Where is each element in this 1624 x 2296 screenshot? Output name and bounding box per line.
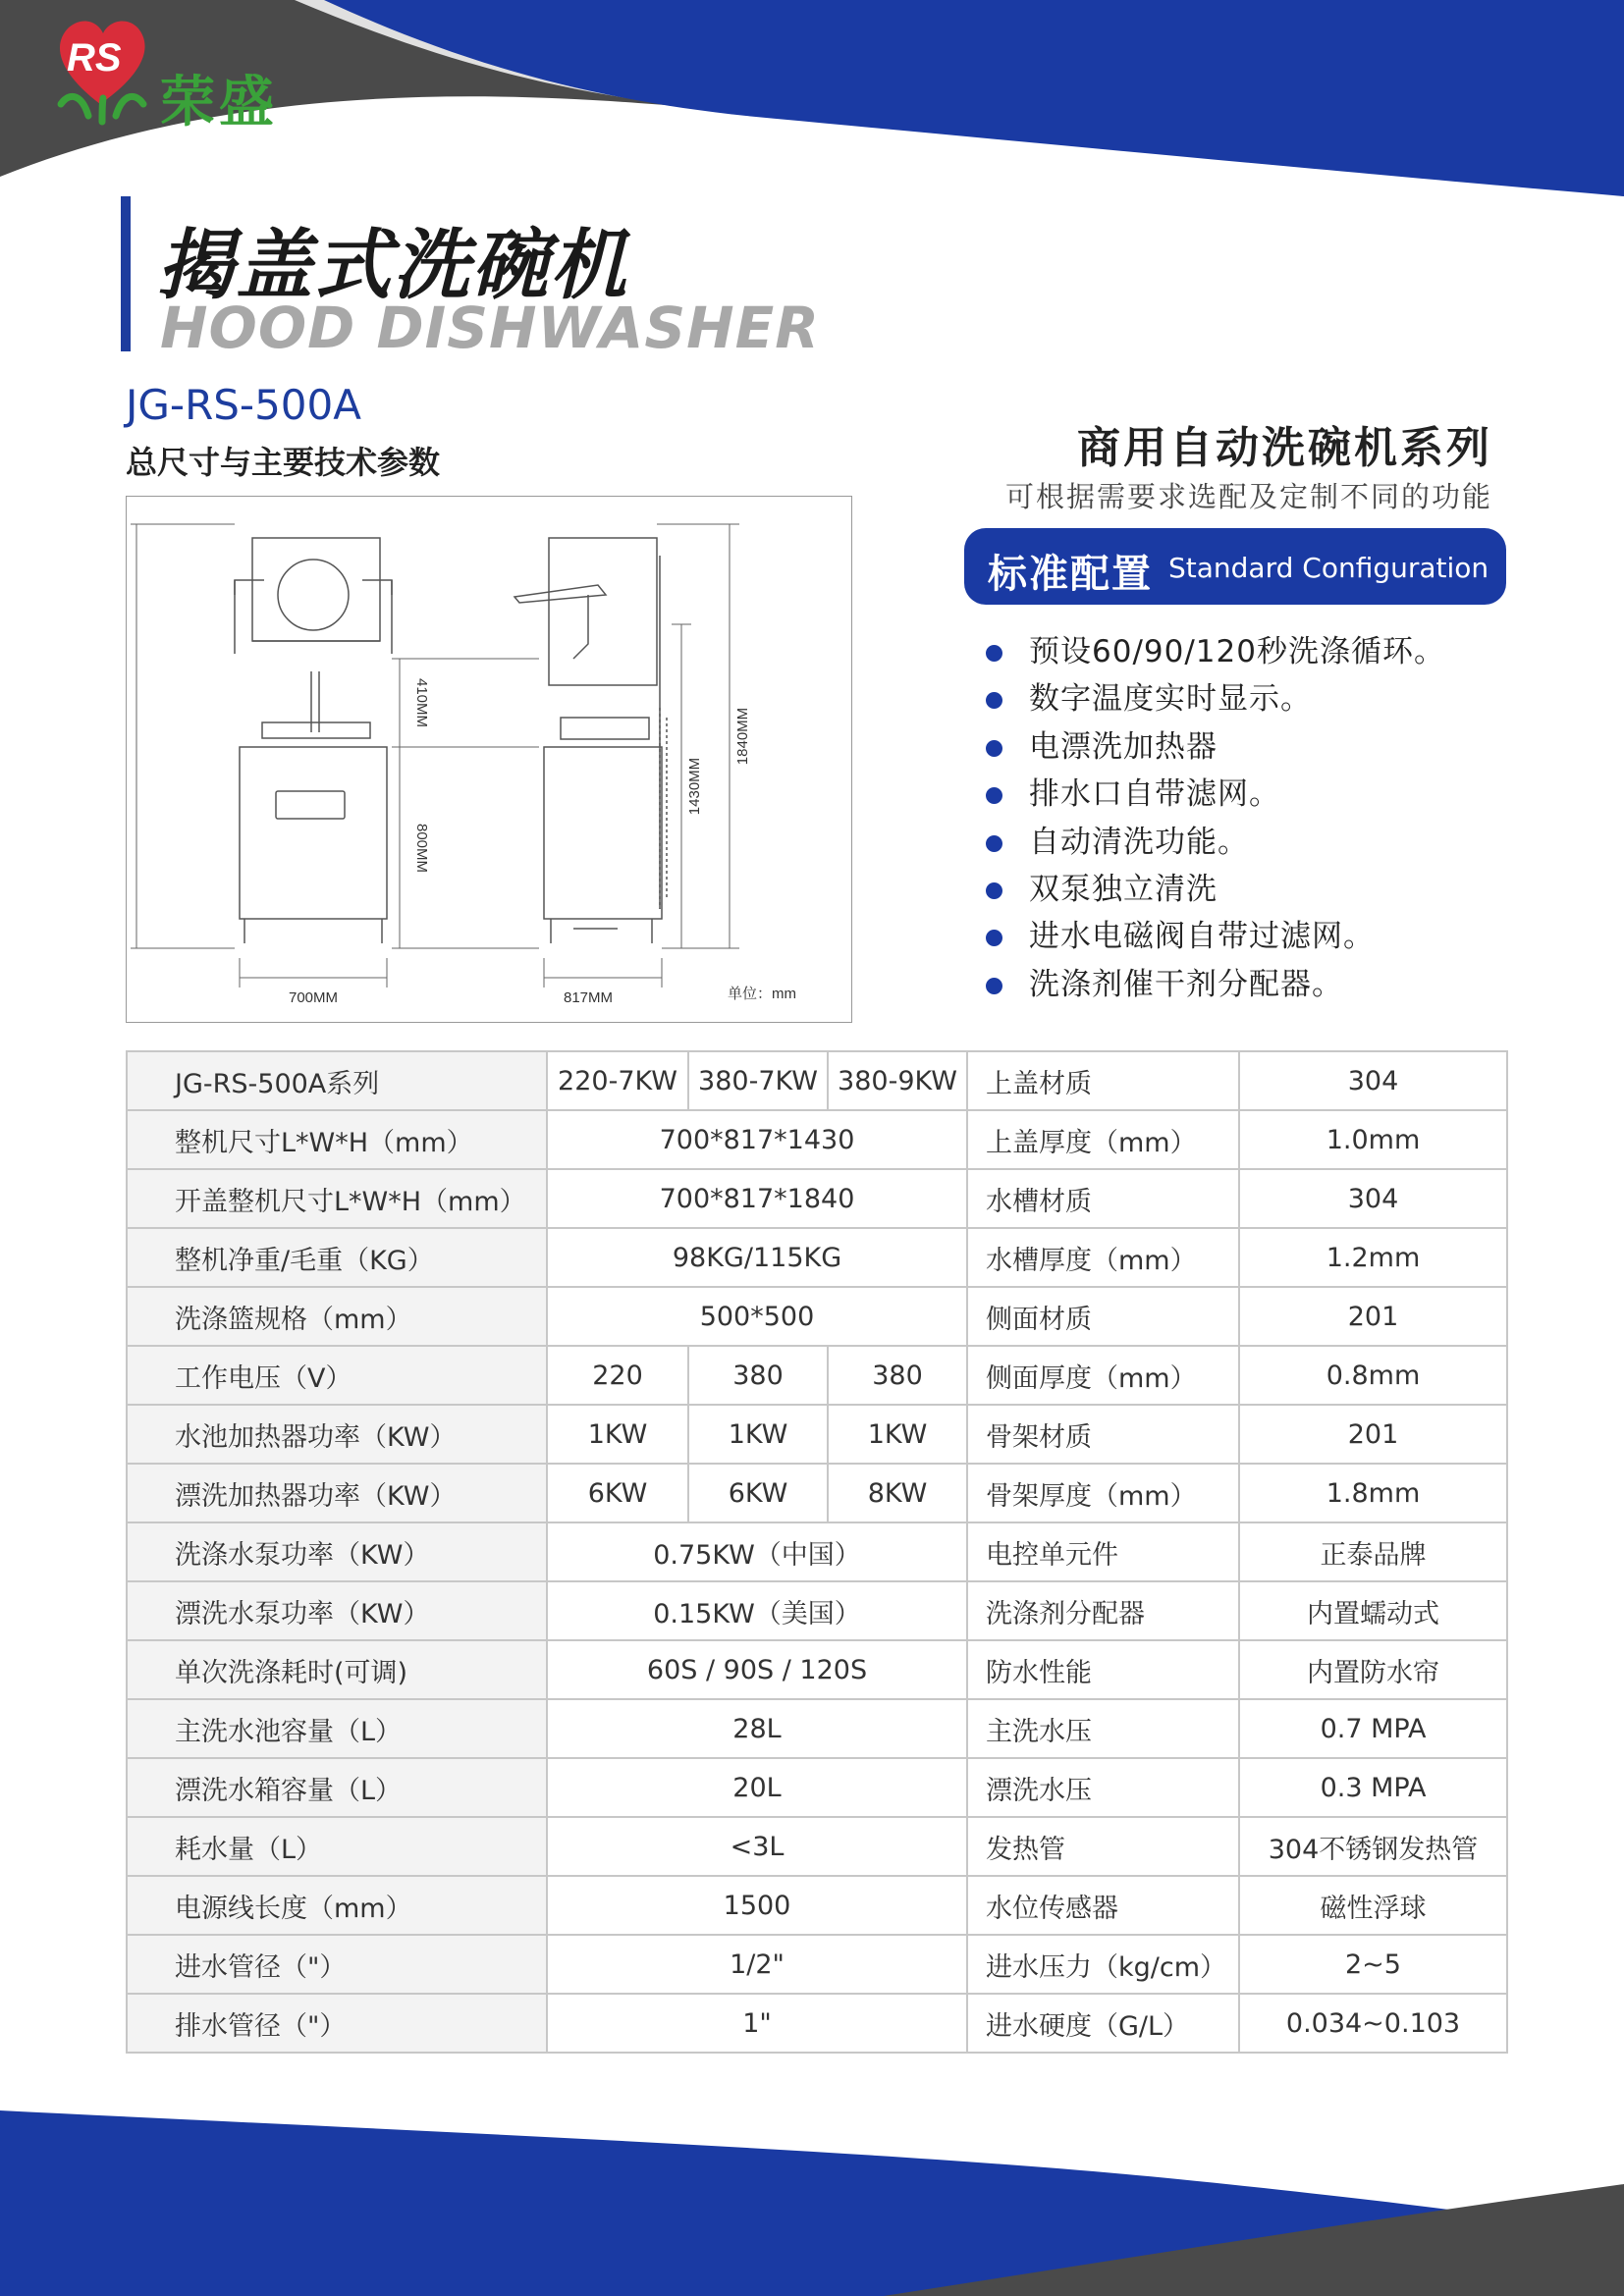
dim-1430-label: 1430MM [686, 757, 703, 816]
feature-item: 电漂洗加热器 [982, 723, 1445, 771]
spec-label: 漂洗水箱容量（L） [127, 1758, 547, 1817]
feature-list [982, 628, 1445, 1008]
spec-value: 1" [547, 1994, 967, 2053]
spec-value: 1500 [547, 1876, 967, 1935]
unit-label: 单位：mm [728, 986, 796, 1002]
spec-value: 1.8mm [1239, 1464, 1507, 1522]
series-subtitle: 可根据需要求选配及定制不同的功能 [1004, 480, 1492, 513]
dim-800-label: 800MM [413, 823, 430, 874]
bullet-icon [986, 787, 1002, 804]
feature-item: 双泵独立清洗 [982, 866, 1445, 913]
spec-label: 进水管径（"） [127, 1935, 547, 1994]
spec-value: 1/2" [547, 1935, 967, 1994]
spec-label: 上盖材质 [967, 1051, 1239, 1110]
front-cabinet [240, 747, 387, 919]
spec-value: <3L [547, 1817, 967, 1876]
spec-value: 28L [547, 1699, 967, 1758]
side-cabinet [544, 747, 662, 919]
standard-config-cn: 标准配置 [988, 552, 1153, 597]
bullet-icon [986, 882, 1002, 899]
spec-label: 开盖整机尺寸L*W*H（mm） [127, 1169, 547, 1228]
spec-value: 0.3 MPA [1239, 1758, 1507, 1817]
spec-label: 洗涤水泵功率（KW） [127, 1522, 547, 1581]
spec-label: 整机净重/毛重（KG） [127, 1228, 547, 1287]
spec-value: 304 [1239, 1169, 1507, 1228]
spec-label: 水位传感器 [967, 1876, 1239, 1935]
spec-value: 0.8mm [1239, 1346, 1507, 1405]
spec-value: 500*500 [547, 1287, 967, 1346]
spec-value: 220 [547, 1346, 688, 1405]
dim-700-label: 700MM [288, 989, 339, 1006]
spec-table [126, 1050, 1508, 2054]
standard-config-en: Standard Configuration [1168, 552, 1489, 584]
spec-label: 上盖厚度（mm） [967, 1110, 1239, 1169]
spec-label: 漂洗水泵功率（KW） [127, 1581, 547, 1640]
spec-label: 单次洗涤耗时(可调) [127, 1640, 547, 1699]
feature-item: 预设60/90/120秒洗涤循环。 [982, 628, 1445, 675]
bullet-icon [986, 978, 1002, 994]
table-row [127, 1051, 1507, 1110]
spec-label: 电控单元件 [967, 1522, 1239, 1581]
feature-item: 进水电磁阀自带过滤网。 [982, 913, 1445, 960]
spec-value: 1KW [828, 1405, 967, 1464]
table-row [127, 1994, 1507, 2053]
spec-label: 进水压力（kg/cm） [967, 1935, 1239, 1994]
table-row [127, 1228, 1507, 1287]
spec-label: 排水管径（"） [127, 1994, 547, 2053]
spec-value: 1.0mm [1239, 1110, 1507, 1169]
spec-value: 304不锈钢发热管 [1239, 1817, 1507, 1876]
bullet-icon [986, 740, 1002, 757]
spec-value: 380-7KW [688, 1051, 828, 1110]
table-row [127, 1522, 1507, 1581]
spec-value: 380-9KW [828, 1051, 967, 1110]
spec-value: 1KW [688, 1405, 828, 1464]
spec-value: 6KW [688, 1464, 828, 1522]
spec-value: 380 [688, 1346, 828, 1405]
spec-label: 水槽厚度（mm） [967, 1228, 1239, 1287]
spec-value: 内置蠕动式 [1239, 1581, 1507, 1640]
bullet-icon [986, 930, 1002, 946]
table-row [127, 1346, 1507, 1405]
spec-value: 2~5 [1239, 1935, 1507, 1994]
spec-value: 60S / 90S / 120S [547, 1640, 967, 1699]
spec-value: 220-7KW [547, 1051, 688, 1110]
spec-value: 内置防水帘 [1239, 1640, 1507, 1699]
logo-letters: RS [67, 36, 122, 80]
spec-label: 侧面材质 [967, 1287, 1239, 1346]
dimension-diagram [126, 496, 852, 1023]
spec-value: 0.15KW（美国） [547, 1581, 967, 1640]
table-row [127, 1110, 1507, 1169]
table-row [127, 1405, 1507, 1464]
bullet-icon [986, 835, 1002, 852]
spec-value: 98KG/115KG [547, 1228, 967, 1287]
spec-label: JG-RS-500A系列 [127, 1051, 547, 1110]
model-number: JG-RS-500A [126, 381, 361, 429]
series-title: 商用自动洗碗机系列 [1077, 423, 1492, 473]
table-row [127, 1640, 1507, 1699]
page-title-cn: 揭盖式洗碗机 [157, 222, 629, 310]
bullet-icon [986, 645, 1002, 662]
table-row [127, 1876, 1507, 1935]
spec-value: 0.034~0.103 [1239, 1994, 1507, 2053]
spec-value: 700*817*1430 [547, 1110, 967, 1169]
table-row [127, 1581, 1507, 1640]
feature-item: 自动清洗功能。 [982, 819, 1445, 866]
spec-value: 正泰品牌 [1239, 1522, 1507, 1581]
footer-wave-background [0, 2110, 1624, 2296]
standard-config-banner [964, 528, 1506, 605]
dim-1840-label: 1840MM [734, 707, 751, 766]
brand-name: 荣盛 [160, 70, 278, 134]
table-row [127, 1817, 1507, 1876]
control-panel [276, 791, 345, 819]
spec-label: 防水性能 [967, 1640, 1239, 1699]
bullet-icon [986, 692, 1002, 709]
spec-value: 201 [1239, 1405, 1507, 1464]
front-hood [252, 538, 380, 641]
spec-value: 201 [1239, 1287, 1507, 1346]
front-hood-window [278, 560, 349, 630]
spec-value: 304 [1239, 1051, 1507, 1110]
spec-label: 耗水量（L） [127, 1817, 547, 1876]
spec-value: 1.2mm [1239, 1228, 1507, 1287]
spec-label: 洗涤剂分配器 [967, 1581, 1239, 1640]
dishwasher-drawing [127, 497, 851, 1022]
table-row [127, 1699, 1507, 1758]
section-subtitle: 总尺寸与主要技术参数 [126, 444, 441, 481]
spec-label: 侧面厚度（mm） [967, 1346, 1239, 1405]
spec-value: 0.75KW（中国） [547, 1522, 967, 1581]
spec-value: 700*817*1840 [547, 1169, 967, 1228]
spec-label: 漂洗水压 [967, 1758, 1239, 1817]
page-title-en: HOOD DISHWASHER [160, 294, 820, 361]
dim-817-label: 817MM [563, 989, 614, 1006]
spec-label: 漂洗加热器功率（KW） [127, 1464, 547, 1522]
spec-label: 主洗水压 [967, 1699, 1239, 1758]
spec-label: 水槽材质 [967, 1169, 1239, 1228]
side-hood [549, 538, 657, 685]
spec-value: 8KW [828, 1464, 967, 1522]
spec-label: 工作电压（V） [127, 1346, 547, 1405]
table-row [127, 1169, 1507, 1228]
spec-label: 骨架材质 [967, 1405, 1239, 1464]
feature-item: 数字温度实时显示。 [982, 675, 1445, 722]
table-row [127, 1287, 1507, 1346]
feature-item: 洗涤剂催干剂分配器。 [982, 961, 1445, 1008]
spec-label: 整机尺寸L*W*H（mm） [127, 1110, 547, 1169]
table-row [127, 1758, 1507, 1817]
spec-value: 磁性浮球 [1239, 1876, 1507, 1935]
spec-label: 水池加热器功率（KW） [127, 1405, 547, 1464]
spec-label: 进水硬度（G/L） [967, 1994, 1239, 2053]
dim-410-label: 410MM [413, 677, 430, 728]
title-accent-bar [121, 196, 131, 351]
spec-value: 20L [547, 1758, 967, 1817]
spec-label: 洗涤篮规格（mm） [127, 1287, 547, 1346]
spec-value: 0.7 MPA [1239, 1699, 1507, 1758]
spec-label: 主洗水池容量（L） [127, 1699, 547, 1758]
table-row [127, 1935, 1507, 1994]
spec-value: 380 [828, 1346, 967, 1405]
spec-label: 发热管 [967, 1817, 1239, 1876]
spec-label: 电源线长度（mm） [127, 1876, 547, 1935]
spec-label: 骨架厚度（mm） [967, 1464, 1239, 1522]
table-row [127, 1464, 1507, 1522]
spec-value: 1KW [547, 1405, 688, 1464]
feature-item: 排水口自带滤网。 [982, 771, 1445, 818]
spec-value: 6KW [547, 1464, 688, 1522]
